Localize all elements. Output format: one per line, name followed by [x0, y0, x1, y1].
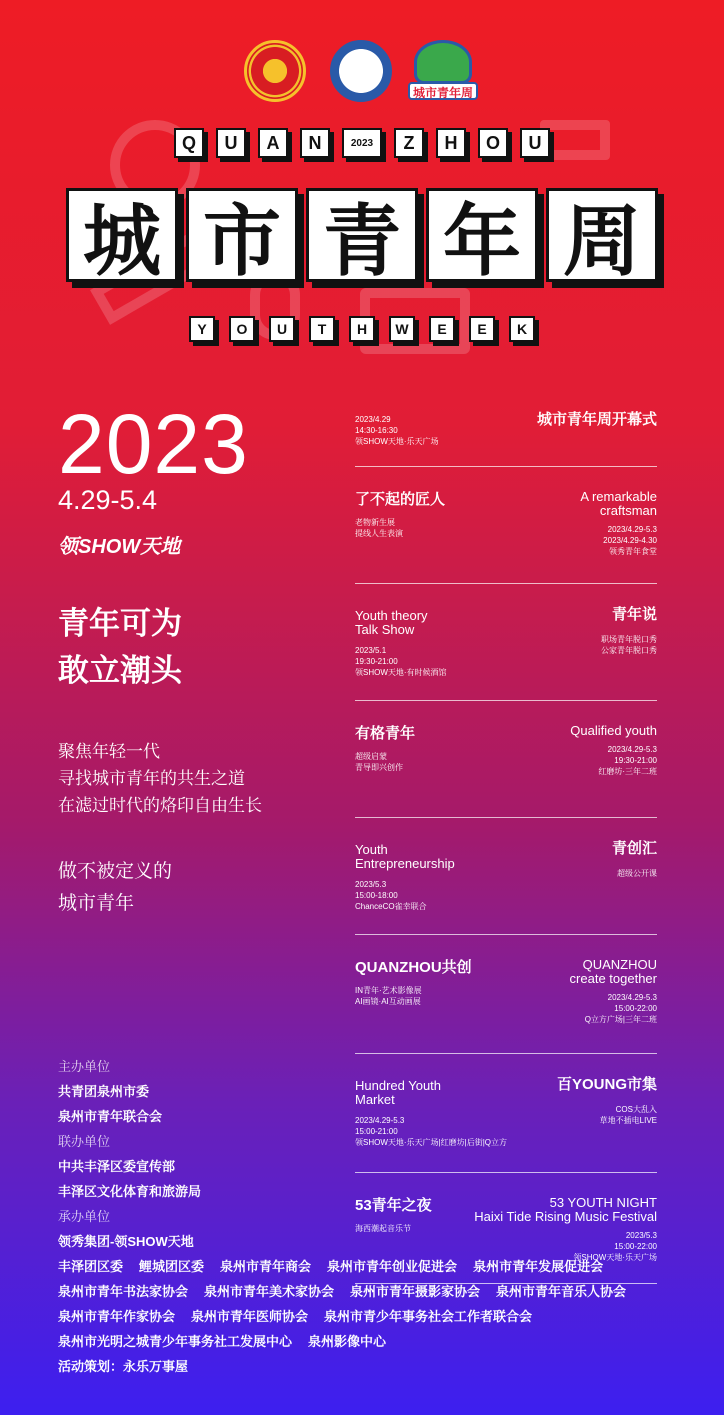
event-detail: 14:30-16:30: [355, 426, 398, 435]
undertake-label: 承办单位: [58, 1209, 111, 1224]
event-title-en: Youth: [355, 842, 388, 857]
title-tile: 2023: [342, 128, 382, 158]
event-detail: 2023/5.3: [355, 880, 387, 889]
event-left: [355, 609, 447, 678]
main-title: [0, 188, 724, 287]
event-detail: 2023/5.1: [355, 646, 387, 655]
event-right: [474, 1196, 657, 1263]
event-right: [570, 724, 657, 777]
support-org: 泉州市青年创业促进会: [327, 1259, 458, 1274]
event-detail: 领SHOW天地·乐天广场: [355, 437, 439, 446]
title-top-row: [0, 128, 724, 158]
event-title-en: A remarkable: [580, 489, 657, 504]
schedule-event: [355, 946, 657, 1054]
description-secondary: [58, 856, 172, 920]
schedule-event: [355, 829, 657, 935]
event-title-cn: 百YOUNG市集: [556, 1076, 657, 1093]
desc-line: 聚焦年轻一代: [58, 742, 160, 761]
event-detail: 领秀青年食堂: [609, 547, 657, 556]
support-org: 鲤城团区委: [139, 1259, 205, 1274]
youth-league-emblem-icon: [244, 40, 306, 102]
title-tile: 市: [186, 188, 298, 282]
co-label: 联办单位: [58, 1134, 111, 1149]
event-title-en: 53 YOUTH NIGHT: [549, 1195, 657, 1210]
host-org: 泉州市青年联合会: [58, 1109, 163, 1124]
event-title-en: Entrepreneurship: [355, 856, 455, 871]
quanzhou-sail-logo-icon: [330, 40, 392, 102]
title-bottom-row: [0, 316, 724, 342]
support-org: 泉州市青少年事务社会工作者联合会: [324, 1309, 533, 1324]
event-right: [537, 412, 657, 439]
title-tile: U: [269, 316, 295, 342]
event-title-cn: 青创汇: [611, 840, 657, 857]
event-detail: AI画镜·AI互动画展: [355, 997, 421, 1006]
event-year: 2023: [58, 397, 249, 491]
schedule-event: [355, 1184, 657, 1284]
event-detail: 青导即兴创作: [355, 763, 403, 772]
event-detail: 2023/5.3: [625, 1231, 657, 1240]
support-org: 泉州市青年发展促进会: [473, 1259, 604, 1274]
support-org: 泉州市青年摄影家协会: [350, 1284, 481, 1299]
event-title-cn: 青年说: [611, 606, 657, 623]
event-left: [355, 492, 445, 539]
support-org: 泉州市青年书法家协会: [58, 1284, 189, 1299]
support-orgs-line: [58, 1329, 698, 1354]
title-tile: E: [469, 316, 495, 342]
event-left: [355, 726, 415, 773]
event-left: [355, 960, 472, 1007]
title-tile: O: [478, 128, 508, 158]
title-tile: 年: [426, 188, 538, 282]
desc2-line: 城市青年: [58, 893, 135, 914]
event-detail: 职场青年脱口秀: [601, 635, 657, 644]
schedule: [355, 400, 657, 1284]
event-right: [601, 607, 657, 656]
event-detail: 2023/4.29-4.30: [603, 536, 657, 545]
event-detail: 超级启蒙: [355, 752, 387, 761]
logo-bar: [0, 40, 724, 110]
event-title-en: Youth theory: [355, 608, 428, 623]
host-org: 共青团泉州市委: [58, 1084, 150, 1099]
support-org: 泉州影像中心: [308, 1334, 387, 1349]
event-detail: 2023/4.29-5.3: [607, 993, 657, 1002]
slogan: [58, 600, 182, 694]
event-detail: 领SHOW天地·乐天广场: [573, 1253, 657, 1262]
planner: 活动策划：永乐万事屋: [58, 1359, 189, 1374]
event-detail: IN青年·艺术影像展: [355, 986, 422, 995]
desc2-line: 做不被定义的: [58, 861, 173, 882]
support-org: 丰泽团区委: [58, 1259, 124, 1274]
support-org: 泉州市青年医师协会: [191, 1309, 309, 1324]
event-detail: 2023/4.29-5.3: [355, 1116, 405, 1125]
event-title-en: Talk Show: [355, 622, 415, 637]
event-detail: 15:00-18:00: [355, 891, 398, 900]
event-detail: 2023/4.29-5.3: [607, 745, 657, 754]
desc-line: 寻找城市青年的共生之道: [58, 769, 245, 788]
venue-logo: 领SHOW天地: [58, 536, 181, 558]
event-detail: 提线人生表演: [355, 529, 403, 538]
event-left: [355, 843, 455, 912]
event-left: [355, 414, 439, 447]
title-tile: 周: [546, 188, 658, 282]
event-left: [355, 1198, 432, 1234]
event-detail: Q立方广场|三年二班: [584, 1015, 657, 1024]
co-org: 中共丰泽区委宣传部: [58, 1159, 176, 1174]
title-tile: Q: [174, 128, 204, 158]
event-detail: 15:00-22:00: [614, 1004, 657, 1013]
title-tile: E: [429, 316, 455, 342]
schedule-event: [355, 1065, 657, 1173]
event-title-en: Qualified youth: [570, 723, 657, 738]
event-title-cn: QUANZHOU共创: [355, 959, 472, 976]
schedule-event: [355, 712, 657, 818]
support-org: 泉州市青年商会: [220, 1259, 312, 1274]
slogan-line: 敢立潮头: [58, 653, 182, 688]
logo-text: 城市青年周: [408, 82, 478, 100]
event-detail: 公家青年脱口秀: [601, 646, 657, 655]
event-detail: 2023/4.29: [355, 415, 391, 424]
co-org: 丰泽区文化体育和旅游局: [58, 1184, 202, 1199]
event-title-en: Market: [355, 1092, 395, 1107]
support-org: 泉州市青年作家协会: [58, 1309, 176, 1324]
event-detail: 15:00-22:00: [614, 1242, 657, 1251]
city-youth-week-logo-icon: [408, 40, 478, 102]
event-right: [612, 841, 657, 879]
desc-line: 在滤过时代的烙印自由生长: [58, 796, 262, 815]
event-detail: 超级公开课: [617, 869, 657, 878]
host-label: 主办单位: [58, 1059, 111, 1074]
event-detail: 领SHOW天地·有时候酒馆: [355, 668, 447, 677]
title-tile: 城: [66, 188, 178, 282]
title-tile: U: [520, 128, 550, 158]
title-tile: Z: [394, 128, 424, 158]
event-detail: 19:30-21:00: [614, 756, 657, 765]
title-tile: Y: [189, 316, 215, 342]
event-right: [557, 1077, 657, 1126]
support-org: 泉州市青年美术家协会: [204, 1284, 335, 1299]
event-title-en: craftsman: [599, 503, 657, 518]
event-dates: 4.29-5.4: [58, 485, 158, 515]
event-detail: 红磨坊·三年二班: [598, 767, 657, 776]
title-tile: H: [436, 128, 466, 158]
title-tile: 青: [306, 188, 418, 282]
undertake-org: 领秀集团-领SHOW天地: [58, 1234, 194, 1249]
title-tile: W: [389, 316, 415, 342]
event-left: [355, 1079, 507, 1148]
event-title-cn: 城市青年周开幕式: [536, 411, 657, 428]
title-tile: T: [309, 316, 335, 342]
event-right: [580, 490, 657, 557]
event-title-cn: 53青年之夜: [355, 1197, 432, 1214]
event-title-en: QUANZHOU: [582, 957, 657, 972]
event-title-en: create together: [569, 971, 657, 986]
event-right: [570, 958, 657, 1025]
title-tile: A: [258, 128, 288, 158]
event-title-cn: 了不起的匠人: [355, 491, 446, 508]
event-detail: 海西潮起音乐节: [355, 1224, 411, 1233]
event-detail: 老物新生展: [355, 518, 395, 527]
event-detail: 19:30-21:00: [355, 657, 398, 666]
schedule-event: [355, 400, 657, 467]
support-orgs-line: [58, 1304, 698, 1329]
title-tile: H: [349, 316, 375, 342]
description: [58, 738, 262, 819]
event-detail: 2023/4.29-5.3: [607, 525, 657, 534]
event-detail: COS大乱入: [615, 1105, 657, 1114]
slogan-line: 青年可为: [58, 606, 182, 641]
title-tile: U: [216, 128, 246, 158]
event-title-cn: 有格青年: [355, 725, 416, 742]
schedule-event: [355, 595, 657, 701]
event-title-en: Haixi Tide Rising Music Festival: [474, 1209, 657, 1224]
event-detail: 领SHOW天地·乐天广场|红磨坊|后街|Q立方: [355, 1138, 508, 1147]
title-tile: O: [229, 316, 255, 342]
event-detail: ChanceCO雀幸联合: [355, 902, 427, 911]
support-org: 泉州市青年音乐人协会: [496, 1284, 627, 1299]
title-tile: N: [300, 128, 330, 158]
event-title-en: Hundred Youth: [355, 1078, 442, 1093]
support-org: 泉州市光明之城青少年事务社工发展中心: [58, 1334, 293, 1349]
schedule-event: [355, 478, 657, 584]
title-tile: K: [509, 316, 535, 342]
event-detail: 草地不插电LIVE: [599, 1116, 657, 1125]
event-detail: 15:00-21:00: [355, 1127, 398, 1136]
